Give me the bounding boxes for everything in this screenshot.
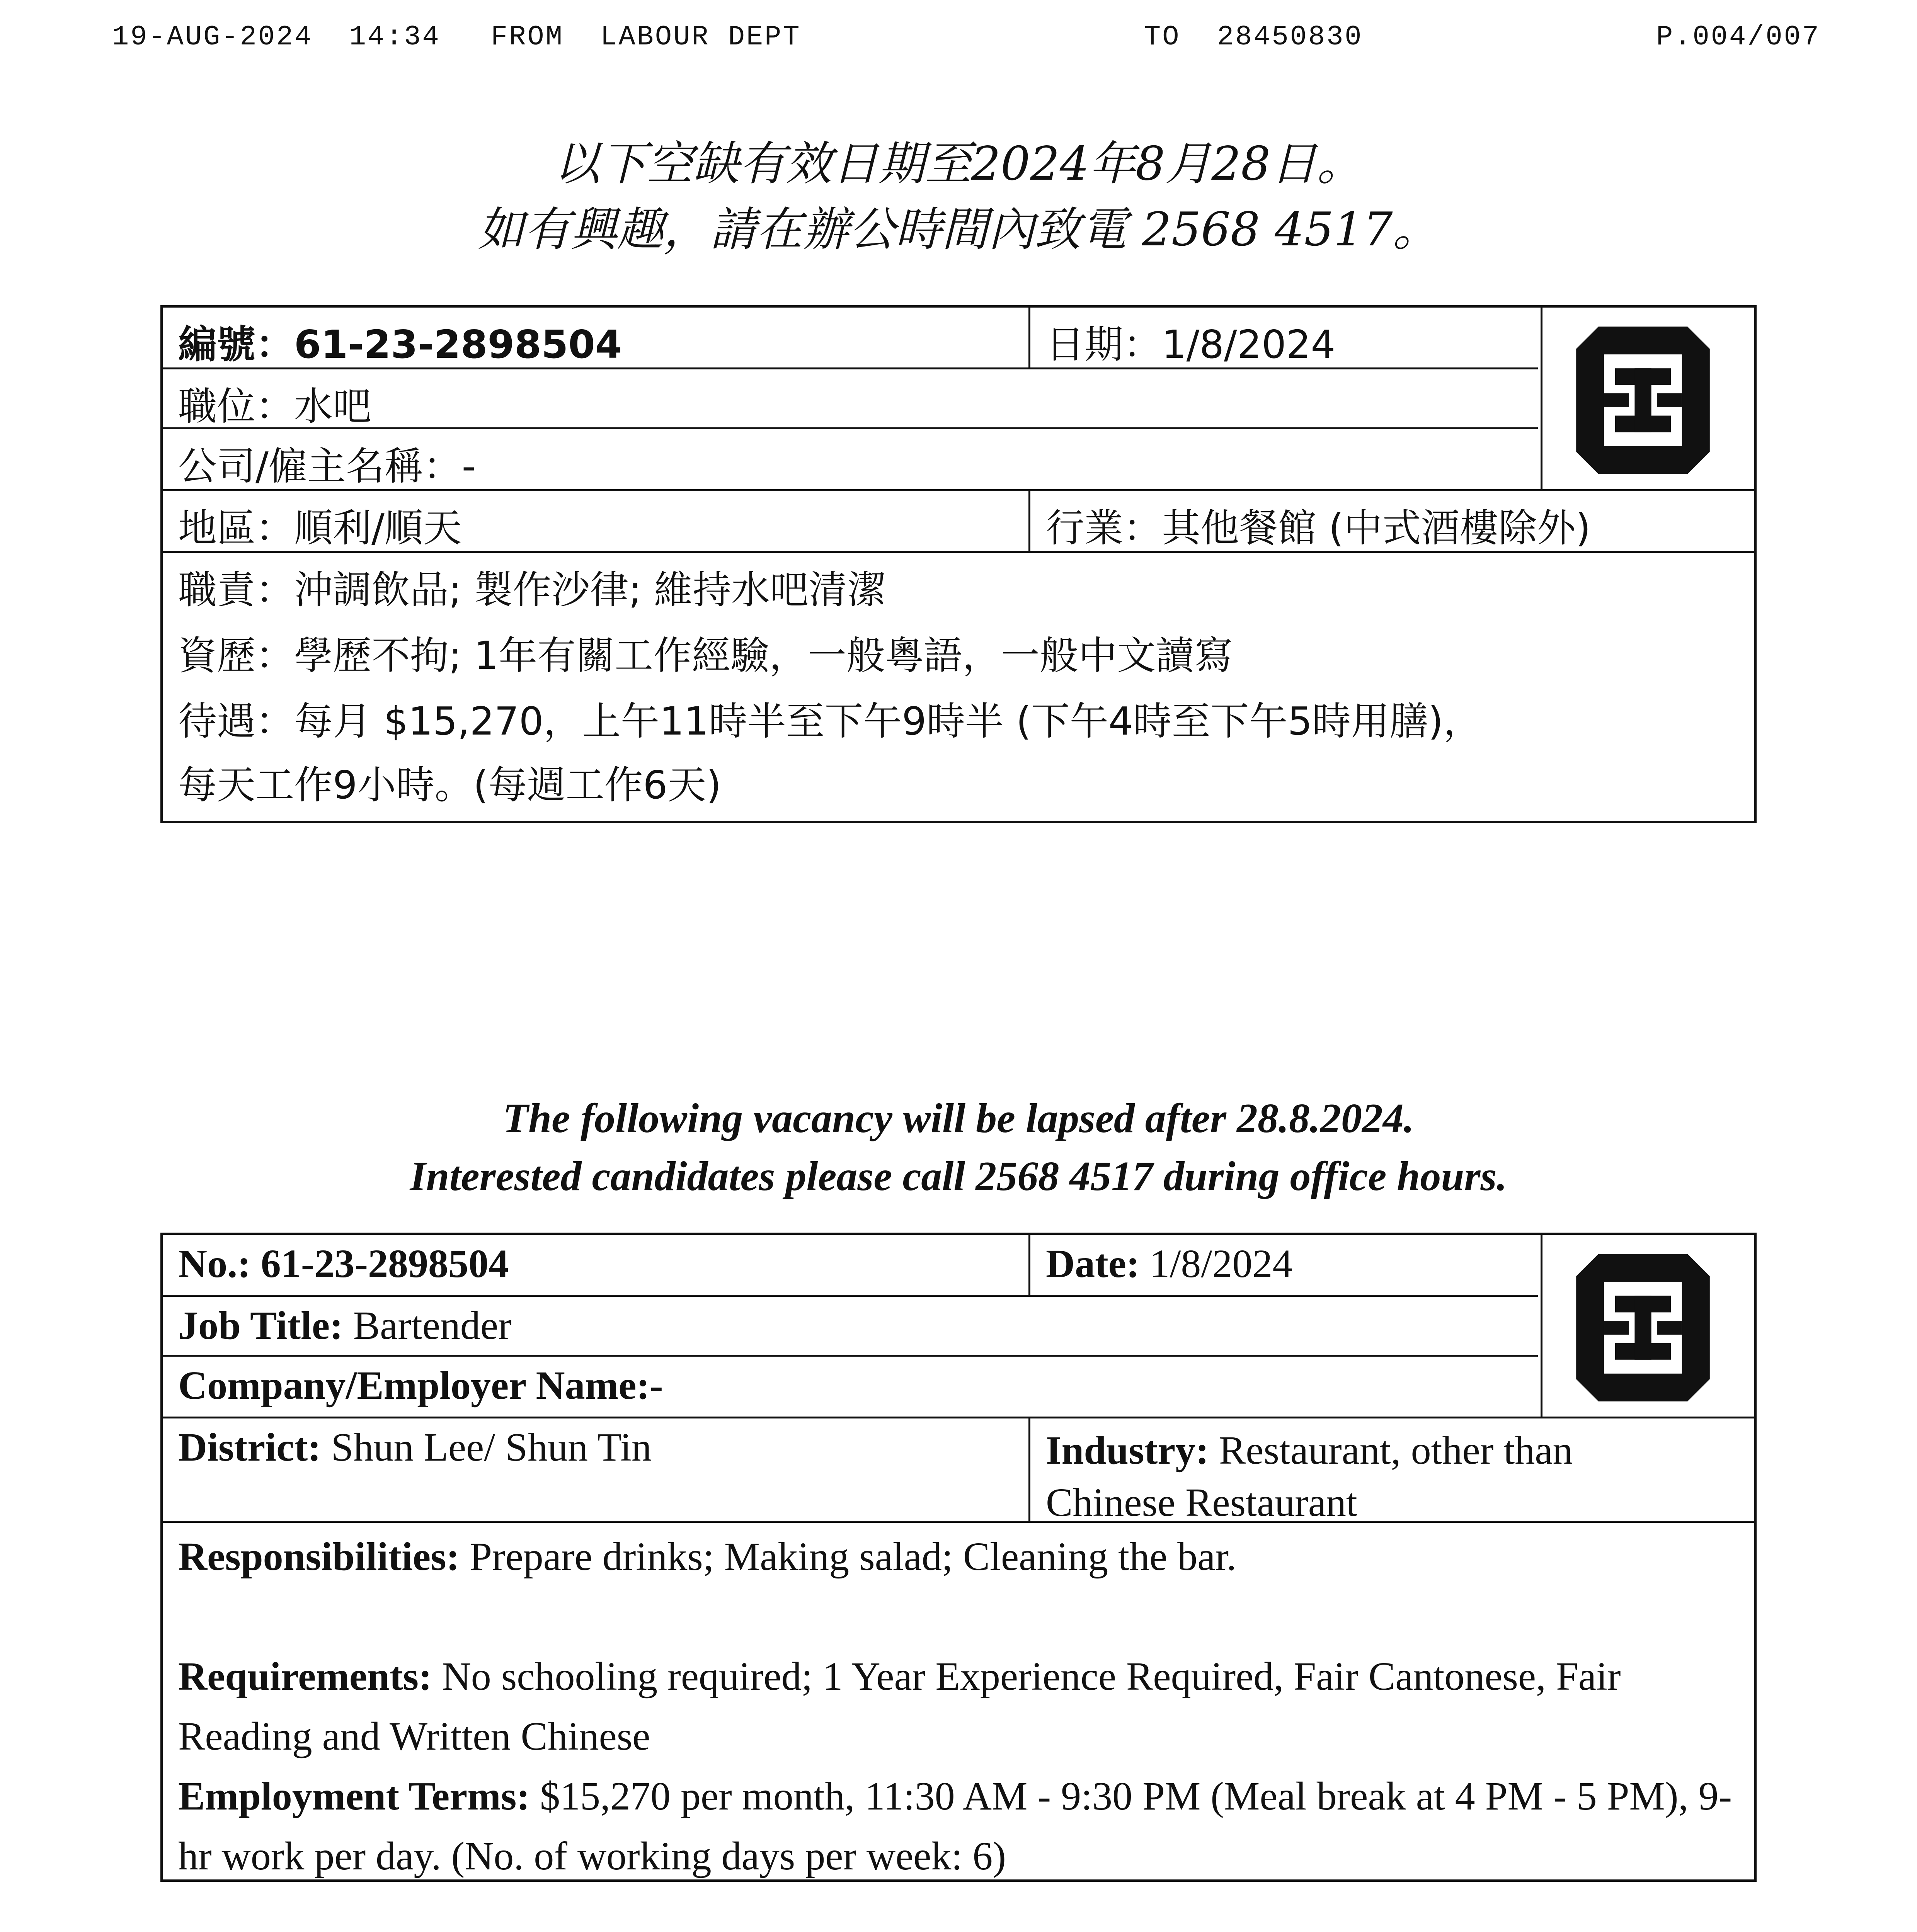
row-job-title-en: [163, 1295, 1538, 1355]
row-no-date-en: [163, 1235, 1754, 1295]
job-title-value: Bartender: [353, 1303, 512, 1348]
vacancy-date-zh: 日期：1/8/2024: [1046, 322, 1336, 367]
district-value: Shun Lee/ Shun Tin: [331, 1425, 652, 1469]
industry-zh: 行業：其他餐館 (中式酒樓除外): [1046, 505, 1591, 551]
requirements-label: Requirements:: [178, 1654, 432, 1699]
vacancy-no-zh: 編號：61-23-2898504: [178, 322, 622, 367]
vacancy-no-en: [163, 1235, 1028, 1295]
industry-value-line1: Restaurant, other than: [1219, 1428, 1573, 1473]
job-title-label: Job Title:: [178, 1303, 343, 1348]
job-title-zh: 職位：水吧: [178, 384, 371, 427]
terms-zh-line1: 待遇：每月 $15,270，上午11時半至下午9時半 (下午4時至下午5時用膳)，: [178, 699, 1482, 744]
terms-value: $15,270 per month, 11:30 AM - 9:30 PM (Meal break at 4 PM - 5 PM), 9-hr work per day. (No. of working days per week: 6): [178, 1774, 1732, 1878]
logo-divider: [1541, 1235, 1542, 1417]
labour-department-logo: [1573, 1250, 1713, 1405]
date-value: 1/8/2024: [1149, 1242, 1293, 1286]
requirements-value: No schooling required; 1 Year Experience Required, Fair Cantonese, Fair Reading and Written Chinese: [178, 1654, 1621, 1759]
terms-label: Employment Terms:: [178, 1774, 530, 1818]
row-job-title: [163, 367, 1538, 427]
company-zh: 公司/僱主名稱：-: [178, 444, 476, 489]
district-label: District:: [178, 1425, 321, 1469]
job-title-en: [163, 1297, 1538, 1355]
notice-en: [0, 1090, 1917, 1206]
row-details-en: [163, 1521, 1754, 1884]
requirements-en: [178, 1646, 1739, 1766]
row-district-industry-en: [163, 1417, 1754, 1521]
industry-en: [1030, 1418, 1754, 1521]
responsibilities-en: [178, 1527, 1739, 1587]
notice-en-line2: Interested candidates please call 2568 4517 during office hours.: [410, 1153, 1507, 1199]
no-value: 61-23-2898504: [260, 1242, 509, 1286]
industry-label: Industry:: [1046, 1428, 1209, 1473]
industry-value-line2: Chinese Restaurant: [1046, 1480, 1357, 1521]
fax-header: [112, 21, 1820, 68]
fax-page: P.004/007: [1656, 21, 1820, 53]
fax-date-time: 19-AUG-2024 14:34: [112, 21, 441, 53]
requirements-zh: 資歷：學歷不拘; 1年有關工作經驗，一般粵語，一般中文讀寫: [178, 633, 1233, 678]
terms-en: [178, 1766, 1739, 1886]
date-label: Date:: [1046, 1242, 1140, 1286]
fax-from: FROM LABOUR DEPT: [491, 21, 801, 53]
district-zh: 地區：順利/順天: [178, 505, 462, 551]
row-company-en: [163, 1355, 1538, 1417]
vacancy-card-en: [160, 1233, 1757, 1882]
notice-zh: [0, 131, 1917, 263]
row-company: [163, 427, 1538, 489]
row-details-zh: [163, 551, 1754, 821]
no-label: No.:: [178, 1242, 251, 1286]
vacancy-card-zh: [160, 305, 1757, 823]
company-en: Company/Employer Name:-: [178, 1363, 663, 1408]
notice-zh-line2: 如有興趣，請在辦公時間內致電 2568 4517。: [478, 203, 1439, 257]
labour-department-logo: [1573, 323, 1713, 478]
responsibilities-zh: 職責：沖調飲品; 製作沙律; 維持水吧清潔: [178, 567, 886, 612]
responsibilities-label: Responsibilities:: [178, 1534, 460, 1579]
district-en: [163, 1418, 1028, 1521]
row-district-industry: [163, 489, 1754, 551]
fax-to: TO 28450830: [1144, 21, 1363, 53]
row-no-date: [163, 308, 1754, 367]
vacancy-date-en: [1030, 1235, 1541, 1295]
terms-zh-line2: 每天工作9小時。(每週工作6天): [178, 762, 722, 808]
notice-en-line1: The following vacancy will be lapsed after 28.8.2024.: [503, 1095, 1414, 1141]
notice-zh-line1: 以下空缺有效日期至2024年8月28日。: [553, 137, 1364, 191]
responsibilities-value: Prepare drinks; Making salad; Cleaning the bar.: [470, 1534, 1237, 1579]
logo-divider: [1541, 308, 1542, 489]
